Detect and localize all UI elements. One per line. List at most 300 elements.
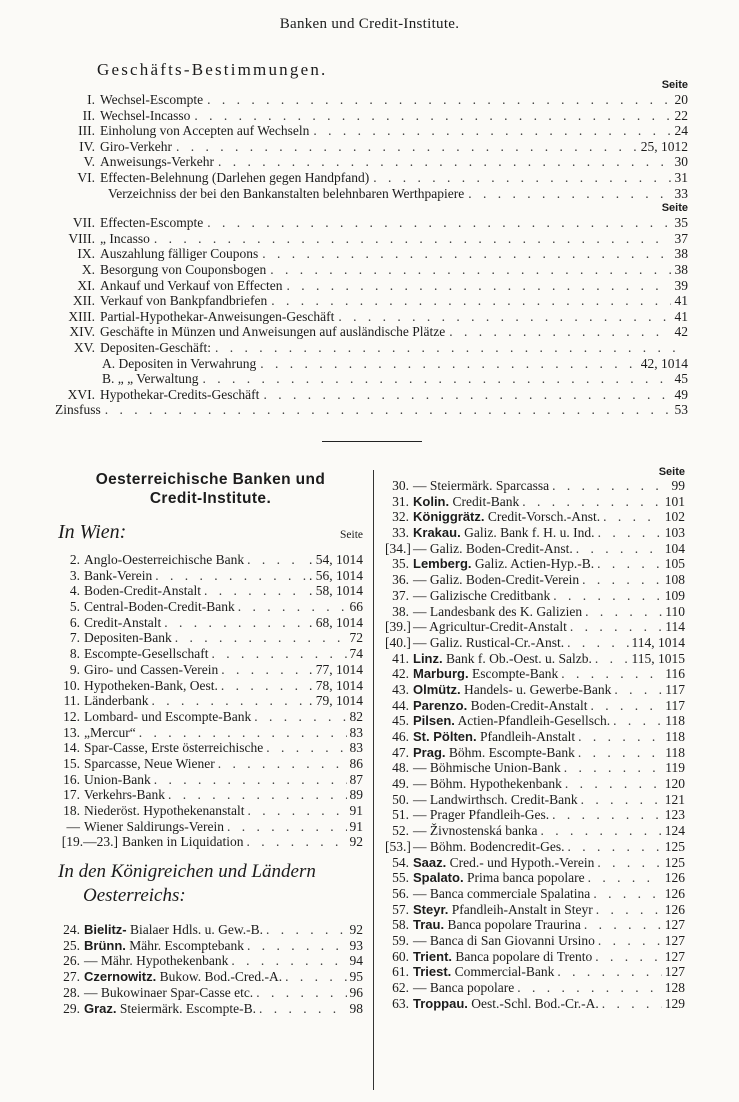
- entry-page: 118: [665, 744, 685, 760]
- entry-name: Union-Bank: [84, 771, 151, 787]
- list-item: [385, 525, 685, 541]
- column-rule: [373, 470, 374, 1090]
- list-item: [385, 478, 685, 494]
- entry-number: 51.: [392, 807, 409, 823]
- list-item: [58, 583, 363, 599]
- entry-page: 95: [349, 969, 363, 985]
- entry-name: — Prager Pfandleih-Ges.: [413, 807, 550, 823]
- entry-number: 3.: [69, 567, 80, 583]
- toc-entry-number: III.: [78, 123, 95, 139]
- list-item: [58, 568, 363, 584]
- entry-leader-dots: [598, 525, 662, 541]
- entry-number: 56.: [392, 885, 409, 901]
- entry-title: [84, 969, 282, 985]
- entry-city: Parenzo.: [413, 697, 468, 713]
- entry-name: Banca popolare Traurina: [447, 917, 581, 933]
- city-heading: In Wien:: [58, 521, 127, 543]
- entry-number: 8.: [69, 646, 80, 662]
- entry-page: 74: [349, 646, 363, 662]
- section-heading: Geschäfts-Bestimmungen.: [97, 60, 328, 79]
- entry-name: Giro- und Cassen-Verein: [84, 661, 219, 677]
- entry-title: [413, 792, 578, 808]
- entry-leader-dots: [564, 760, 663, 776]
- entry-title: [413, 494, 519, 510]
- entry-title: [413, 666, 558, 682]
- region-heading-line-1: In den Königreichen und Ländern: [58, 861, 316, 883]
- entry-page: . 68, 1014: [309, 614, 363, 630]
- entry-page: 96: [349, 984, 363, 1000]
- entry-number: 30.: [392, 478, 409, 493]
- entry-name: Boden-Credit-Anstalt: [470, 697, 588, 713]
- entry-name: — Galiz. Boden-Credit-Anst.: [413, 540, 573, 556]
- list-item: [58, 985, 363, 1001]
- toc-entry: [55, 371, 688, 387]
- entry-title: [413, 980, 514, 996]
- entry-number: 55.: [392, 870, 409, 886]
- entry-city: Brünn.: [84, 937, 126, 953]
- toc-leader-dots: [202, 371, 670, 387]
- list-item: [58, 662, 363, 678]
- toc-entry-page: 49: [674, 386, 688, 402]
- entry-title: [413, 635, 564, 651]
- entry-number: 16.: [63, 771, 80, 787]
- entry-page: . 78, 1014: [309, 677, 363, 693]
- entry-leader-dots: [595, 651, 629, 667]
- entry-name: Bialaer Hdls. u. Gew.-B.: [130, 922, 263, 938]
- entry-page: 93: [349, 937, 363, 953]
- toc-leader-dots: [105, 402, 671, 418]
- entry-title: [84, 615, 161, 631]
- list-item: [58, 756, 363, 772]
- entry-leader-dots: [565, 776, 662, 792]
- list-item: [385, 886, 685, 902]
- entry-name: Credit-Bank: [452, 493, 520, 509]
- toc-entry: [55, 154, 688, 170]
- entry-title: [84, 756, 215, 772]
- toc-entry-title: B. „ „ Verwaltung: [102, 371, 199, 387]
- toc-entry-page: 38: [674, 246, 688, 262]
- list-item: [385, 635, 685, 651]
- entry-number: 45.: [392, 713, 409, 729]
- entry-name: Banken in Liquidation: [122, 834, 244, 850]
- entry-title: [413, 839, 564, 855]
- list-item: [58, 552, 363, 568]
- list-item: [385, 572, 685, 588]
- toc-list-b: [55, 215, 688, 418]
- entry-leader-dots: [553, 588, 662, 604]
- list-item: [385, 839, 685, 855]
- entry-title: [413, 509, 600, 525]
- toc-leader-dots: [194, 108, 670, 124]
- list-item: [58, 615, 363, 631]
- entry-title: [84, 709, 251, 725]
- entry-page: 86: [349, 755, 363, 771]
- entry-number: 27.: [63, 969, 80, 985]
- toc-entry-title: Wechsel-Incasso: [100, 107, 191, 123]
- toc-entry-number: XIII.: [68, 308, 95, 324]
- entry-title: [413, 713, 610, 729]
- toc-entry-title: A. Depositen in Verwahrung: [102, 355, 257, 371]
- toc-entry-title: Anweisungs-Verkehr: [100, 154, 214, 170]
- list-item: [385, 776, 685, 792]
- entry-title: [84, 803, 244, 819]
- entry-name: — Galizische Creditbank: [413, 587, 551, 603]
- entry-leader-dots: [231, 953, 346, 969]
- entry-name: — Böhm. Hypothekenbank: [413, 776, 562, 792]
- entry-title: [84, 678, 218, 694]
- toc-entry: [55, 293, 688, 309]
- entry-number: 10.: [63, 677, 80, 693]
- list-item: [385, 666, 685, 682]
- entry-leader-dots: [221, 662, 306, 678]
- entry-name: — Banca di San Giovanni Ursino: [413, 932, 595, 948]
- entry-number: 46.: [392, 729, 409, 744]
- entry-city: Prag.: [413, 744, 446, 760]
- entry-name: — Agricultur-Credit-Anstalt: [413, 619, 567, 635]
- list-item: [385, 807, 685, 823]
- entry-page: 123: [664, 807, 685, 823]
- toc-leader-dots: [262, 246, 670, 262]
- entry-number: 4.: [69, 583, 80, 599]
- entry-title: [413, 651, 592, 667]
- toc-entry-title: Partial-Hypothekar-Anweisungen-Geschäft: [100, 308, 335, 324]
- entry-page: 116: [665, 666, 685, 682]
- entry-page: 124: [664, 823, 685, 839]
- entry-number: 12.: [63, 708, 80, 724]
- list-item: [385, 713, 685, 729]
- entry-page: 103: [664, 525, 685, 541]
- entry-leader-dots: [614, 682, 662, 698]
- toc-entry-title: Hypothekar-Credits-Geschäft: [100, 386, 260, 402]
- entry-title: [84, 787, 165, 803]
- toc-entry: [55, 231, 688, 247]
- entry-title: [413, 572, 579, 588]
- entry-page: 117: [665, 697, 685, 713]
- toc-entry-number: VII.: [72, 215, 95, 231]
- entry-page: 121: [664, 791, 685, 807]
- toc-entry-title: Auszahlung fälliger Coupons: [100, 246, 259, 262]
- entry-leader-dots: [218, 756, 347, 772]
- entry-leader-dots: [517, 980, 662, 996]
- entry-leader-dots: [254, 709, 346, 725]
- toc-entry: [55, 324, 688, 340]
- toc-entry-title: Einholung von Accepten auf Wechseln: [100, 123, 310, 139]
- entry-number: 49.: [392, 776, 409, 792]
- entry-title: [413, 964, 554, 980]
- entry-title: [84, 772, 151, 788]
- entry-page: 99: [671, 478, 685, 493]
- entry-city: Lemberg.: [413, 556, 472, 572]
- list-item: [385, 619, 685, 635]
- list-item: [385, 494, 685, 510]
- entry-number: 2.: [69, 552, 80, 567]
- entry-leader-dots: [576, 541, 662, 557]
- toc-entry-title: Giro-Verkehr: [100, 138, 172, 154]
- entry-title: [84, 740, 263, 756]
- entry-title: [84, 568, 152, 584]
- entry-name: Bank-Verein: [84, 567, 153, 583]
- entry-leader-dots: [561, 666, 662, 682]
- seite-label: Seite: [661, 79, 688, 91]
- entry-leader-dots: [540, 823, 661, 839]
- entry-page: 120: [664, 776, 685, 792]
- laender-list-right: [385, 478, 685, 1011]
- entry-number: —: [66, 818, 80, 834]
- entry-leader-dots: [204, 583, 306, 599]
- entry-name: — Živnostenská banka: [413, 823, 538, 839]
- entry-number: [34.]: [385, 540, 411, 556]
- list-item: [58, 819, 363, 835]
- entry-number: 11.: [63, 693, 80, 709]
- entry-title: [84, 953, 228, 969]
- entry-name: — Mähr. Hypothekenbank: [84, 953, 229, 969]
- list-item: [58, 922, 363, 938]
- entry-number: 33.: [392, 525, 409, 541]
- entry-city: Trient.: [413, 948, 453, 964]
- list-item: [385, 870, 685, 886]
- toc-entry-number: VI.: [77, 169, 95, 185]
- entry-page: 91: [349, 803, 363, 818]
- toc-leader-dots: [338, 309, 670, 325]
- entry-number: 38.: [392, 603, 409, 619]
- toc-entry-title: Verzeichniss der bei den Bankanstalten belehnbaren Werthpapiere: [108, 185, 465, 201]
- toc-entry-title: Besorgung von Couponsbogen: [100, 261, 267, 277]
- entry-number: 42.: [392, 666, 409, 682]
- entry-number: 14.: [63, 740, 80, 756]
- toc-leader-dots: [215, 340, 684, 356]
- toc-entry-page: 39: [674, 277, 688, 293]
- entry-title: [413, 776, 562, 792]
- entry-page: 83: [349, 724, 363, 740]
- toc-entry: [55, 278, 688, 294]
- entry-page: 98: [349, 1000, 363, 1016]
- entry-name: — Steiermärk. Sparcassa: [413, 478, 550, 493]
- toc-entry-number: II.: [82, 107, 95, 123]
- entry-number: 48.: [392, 760, 409, 776]
- entry-title: [84, 938, 244, 954]
- entry-page: 105: [664, 556, 685, 572]
- toc-leader-dots: [260, 356, 637, 372]
- toc-entry: [55, 262, 688, 278]
- toc-entry-page: 31: [674, 169, 688, 185]
- entry-leader-dots: [155, 568, 306, 584]
- entry-number: 47.: [392, 744, 409, 760]
- list-item: [58, 969, 363, 985]
- entry-page: 125: [664, 854, 685, 870]
- entry-title: [84, 599, 235, 615]
- entry-name: Steiermärk. Escompte-B.: [119, 1000, 256, 1016]
- entry-name: Verkehrs-Bank: [84, 787, 165, 803]
- list-item: [58, 646, 363, 662]
- toc-leader-dots: [263, 387, 670, 403]
- entry-name: Hypotheken-Bank, Oest.: [84, 677, 218, 693]
- entry-page: 118: [665, 713, 685, 729]
- toc-entry-page: 35: [674, 215, 688, 231]
- entry-page: 119: [665, 760, 685, 776]
- entry-city: Trau.: [413, 917, 445, 933]
- entry-page: 72: [349, 630, 363, 646]
- toc-entry: [55, 92, 688, 108]
- entry-name: Galiz. Actien-Hyp.-B.: [474, 556, 595, 572]
- entry-number: 17.: [63, 787, 80, 803]
- toc-entry-title: Effecten-Belehnung (Darlehen gegen Handpfand): [100, 169, 370, 185]
- entry-title: [84, 725, 136, 741]
- toc-entry-page: 38: [674, 261, 688, 277]
- toc-leader-dots: [286, 278, 670, 294]
- entry-page: 127: [664, 948, 685, 964]
- entry-page: . 79, 1014: [309, 693, 363, 709]
- toc-leader-dots: [207, 92, 670, 108]
- entry-title: [413, 886, 590, 902]
- toc-entry: [55, 402, 688, 418]
- entry-page: 127: [664, 964, 685, 980]
- wien-list: [58, 552, 363, 850]
- entry-leader-dots: [578, 729, 662, 745]
- entry-name: — Banca popolare: [413, 980, 515, 995]
- list-item: [385, 698, 685, 714]
- toc-entry-page: 42: [674, 324, 688, 340]
- list-item: [385, 556, 685, 572]
- entry-number: 63.: [392, 995, 409, 1011]
- entry-title: [413, 917, 581, 933]
- entry-page: 92: [349, 834, 363, 850]
- entry-title: [413, 478, 549, 494]
- entry-number: 41.: [392, 650, 409, 666]
- entry-page: 114: [665, 619, 685, 635]
- entry-leader-dots: [582, 572, 662, 588]
- toc-entry-page: 45: [674, 371, 688, 387]
- entry-page: 87: [349, 771, 363, 787]
- entry-page: 114, 1014: [631, 634, 685, 650]
- bank-title-line-2: Credit-Institute.: [149, 490, 272, 507]
- entry-name: — Bukowinaer Spar-Casse etc.: [84, 984, 254, 1000]
- list-item: [58, 725, 363, 741]
- entry-leader-dots: [164, 615, 306, 631]
- entry-leader-dots: [613, 713, 662, 729]
- entry-title: [413, 698, 588, 714]
- section-divider: [322, 441, 422, 442]
- entry-title: [413, 682, 611, 698]
- entry-name: Wiener Saldirungs-Verein: [84, 818, 225, 834]
- entry-page: . 54, 1014: [309, 552, 363, 567]
- entry-leader-dots: [522, 494, 662, 510]
- entry-title: [413, 807, 549, 823]
- entry-name: Boden-Credit-Anstalt: [84, 583, 201, 599]
- bestimmungen-toc: [55, 78, 688, 418]
- list-item: [58, 599, 363, 615]
- entry-title: [413, 760, 561, 776]
- entry-page: 126: [664, 870, 685, 886]
- entry-name: — Landesbank des K. Galizien: [413, 603, 583, 619]
- entry-page: 126: [664, 885, 685, 901]
- entry-number: 9.: [69, 661, 80, 677]
- entry-leader-dots: [595, 949, 662, 965]
- entry-name: Oest.-Schl. Bod.-Cr.-A.: [471, 995, 599, 1011]
- toc-list-a: [55, 92, 688, 201]
- toc-leader-dots: [313, 123, 670, 139]
- toc-entry-number: IX.: [77, 246, 95, 262]
- entry-name: — Böhmische Union-Bank: [413, 760, 561, 776]
- list-item: [385, 760, 685, 776]
- entry-title: [413, 745, 575, 761]
- entry-leader-dots: [596, 902, 662, 918]
- entry-city: St. Pölten.: [413, 729, 477, 744]
- entry-leader-dots: [175, 630, 347, 646]
- toc-entry-title: Zinsfuss: [55, 402, 101, 418]
- entry-name: „Mercur“: [84, 724, 136, 740]
- toc-entry-page: 42, 1014: [640, 355, 688, 371]
- list-item: [385, 588, 685, 604]
- entry-leader-dots: [588, 870, 662, 886]
- entry-city: Bielitz-: [84, 922, 127, 938]
- toc-entry: [55, 170, 688, 186]
- entry-city: Olmütz.: [413, 681, 461, 697]
- list-item: [385, 980, 685, 996]
- toc-entry-number: XV.: [73, 339, 95, 355]
- entry-title: [413, 588, 550, 604]
- entry-title: [84, 646, 208, 662]
- entry-leader-dots: [598, 933, 662, 949]
- toc-entry-page: 22: [674, 107, 688, 123]
- toc-entry: [55, 387, 688, 403]
- entry-number: 5.: [69, 599, 80, 615]
- list-item: [58, 740, 363, 756]
- entry-leader-dots: [221, 678, 306, 694]
- toc-entry: [55, 340, 688, 356]
- entry-title: [413, 541, 573, 557]
- entry-number: [53.]: [385, 838, 411, 854]
- entry-page: 101: [664, 493, 685, 509]
- entry-title: [413, 823, 537, 839]
- toc-entry-number: V.: [83, 154, 95, 170]
- entry-title: [84, 1001, 256, 1017]
- entry-name: — Galiz. Boden-Credit-Verein: [413, 572, 580, 588]
- entry-title: [413, 949, 592, 965]
- entry-name: Escompte-Bank: [472, 666, 559, 682]
- entry-name: — Banca commerciale Spalatina: [413, 885, 591, 901]
- toc-entry-title: Depositen-Geschäft:: [100, 339, 211, 355]
- toc-entry-page: 53: [674, 402, 688, 418]
- entry-city: Steyr.: [413, 901, 449, 917]
- entry-number: 28.: [63, 984, 80, 1000]
- entry-leader-dots: [266, 740, 346, 756]
- list-item: [385, 745, 685, 761]
- entry-city: Pilsen.: [413, 713, 455, 729]
- entry-page: 125: [664, 838, 685, 854]
- entry-page: 129: [664, 995, 685, 1011]
- seite-label-wien: Seite: [340, 529, 363, 541]
- entry-city: Saaz.: [413, 854, 447, 870]
- toc-leader-dots: [468, 186, 670, 202]
- toc-entry-number: XI.: [77, 277, 95, 293]
- entry-page: 128: [664, 980, 685, 995]
- left-column: [58, 470, 363, 1016]
- entry-number: 44.: [392, 697, 409, 713]
- toc-leader-dots: [207, 215, 670, 231]
- entry-name: Actien-Pfandleih-Gesellsch.: [457, 713, 611, 729]
- toc-entry-number: XIV.: [69, 324, 95, 340]
- list-item: [58, 678, 363, 694]
- entry-page: 94: [349, 953, 363, 969]
- toc-entry-page: 41: [674, 308, 688, 324]
- entry-page: 127: [664, 917, 685, 933]
- entry-leader-dots: [211, 646, 346, 662]
- entry-page: 109: [664, 587, 685, 603]
- entry-name: — Landwirthsch. Credit-Bank: [413, 791, 578, 807]
- bank-title-line-1: Oesterreichische Banken und: [95, 471, 326, 488]
- entry-page: 117: [665, 681, 685, 697]
- city-heading-row: [58, 520, 363, 544]
